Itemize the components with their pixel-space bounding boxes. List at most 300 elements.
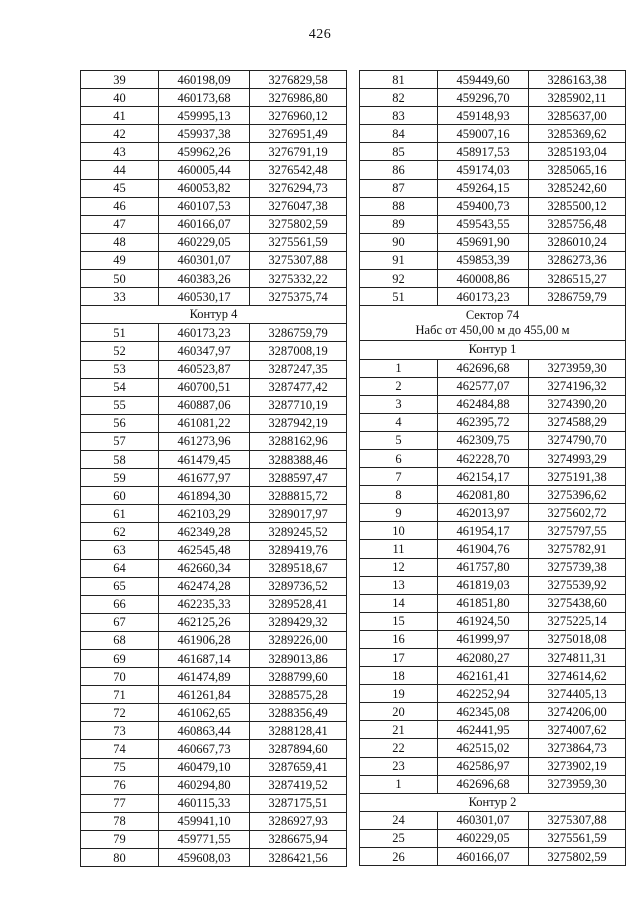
- y-coordinate: 3285500,12: [529, 197, 626, 215]
- y-coordinate: 3288799,60: [250, 668, 347, 686]
- section-header: [360, 306, 626, 341]
- table-row: [81, 107, 347, 125]
- section-header-row: [360, 341, 626, 359]
- section-header-row: [360, 793, 626, 811]
- table-row: [360, 215, 626, 233]
- point-number: 66: [81, 595, 159, 613]
- table-row: [360, 233, 626, 251]
- x-coordinate: 461757,80: [438, 558, 529, 576]
- point-number: 25: [360, 829, 438, 847]
- point-number: 5: [360, 431, 438, 449]
- x-coordinate: 462154,17: [438, 468, 529, 486]
- table-row: [360, 630, 626, 648]
- table-row: [360, 431, 626, 449]
- table-row: [81, 541, 347, 559]
- x-coordinate: 462081,80: [438, 486, 529, 504]
- y-coordinate: 3273864,73: [529, 739, 626, 757]
- table-row: [360, 197, 626, 215]
- y-coordinate: 3275396,62: [529, 486, 626, 504]
- x-coordinate: 460173,68: [159, 89, 250, 107]
- sector-title: Сектор 74: [465, 308, 520, 323]
- section-header-row: [81, 306, 347, 324]
- table-row: [360, 757, 626, 775]
- x-coordinate: 462696,68: [438, 359, 529, 377]
- table-row: [81, 505, 347, 523]
- table-row: [81, 71, 347, 89]
- x-coordinate: 460383,26: [159, 270, 250, 288]
- y-coordinate: 3286273,36: [529, 251, 626, 269]
- table-row: [81, 722, 347, 740]
- table-row: [81, 414, 347, 432]
- table-row: [81, 360, 347, 378]
- point-number: 78: [81, 812, 159, 830]
- table-row: [81, 487, 347, 505]
- table-row: [81, 469, 347, 487]
- x-coordinate: 462441,95: [438, 721, 529, 739]
- point-number: 51: [81, 324, 159, 342]
- y-coordinate: 3275561,59: [529, 829, 626, 847]
- point-number: 79: [81, 830, 159, 848]
- point-number: 70: [81, 668, 159, 686]
- y-coordinate: 3276960,12: [250, 107, 347, 125]
- y-coordinate: 3276047,38: [250, 197, 347, 215]
- x-coordinate: 460107,53: [159, 197, 250, 215]
- y-coordinate: 3285756,48: [529, 215, 626, 233]
- table-row: [360, 739, 626, 757]
- x-coordinate: 459771,55: [159, 830, 250, 848]
- y-coordinate: 3288388,46: [250, 450, 347, 468]
- point-number: 52: [81, 342, 159, 360]
- x-coordinate: 462252,94: [438, 685, 529, 703]
- x-coordinate: 461851,80: [438, 594, 529, 612]
- x-coordinate: 461062,65: [159, 704, 250, 722]
- y-coordinate: 3285637,00: [529, 107, 626, 125]
- x-coordinate: 459962,26: [159, 143, 250, 161]
- x-coordinate: 459608,03: [159, 849, 250, 867]
- x-coordinate: 459691,90: [438, 233, 529, 251]
- table-row: [360, 811, 626, 829]
- point-number: 4: [360, 413, 438, 431]
- point-number: 77: [81, 794, 159, 812]
- x-coordinate: 462545,48: [159, 541, 250, 559]
- y-coordinate: 3286515,27: [529, 270, 626, 288]
- table-row: [81, 830, 347, 848]
- x-coordinate: 459174,03: [438, 161, 529, 179]
- table-row: [360, 649, 626, 667]
- table-row: [360, 486, 626, 504]
- point-number: 58: [81, 450, 159, 468]
- coordinates-table-right: [359, 70, 626, 866]
- y-coordinate: 3276791,19: [250, 143, 347, 161]
- point-number: 44: [81, 161, 159, 179]
- x-coordinate: 460053,82: [159, 179, 250, 197]
- point-number: 40: [81, 89, 159, 107]
- table-row: [360, 848, 626, 866]
- y-coordinate: 3289017,97: [250, 505, 347, 523]
- point-number: 49: [81, 251, 159, 269]
- point-number: 74: [81, 740, 159, 758]
- point-number: 46: [81, 197, 159, 215]
- y-coordinate: 3274811,31: [529, 649, 626, 667]
- x-coordinate: 459543,55: [438, 215, 529, 233]
- y-coordinate: 3289528,41: [250, 595, 347, 613]
- point-number: 54: [81, 378, 159, 396]
- table-row: [360, 71, 626, 89]
- table-row: [360, 143, 626, 161]
- point-number: 17: [360, 649, 438, 667]
- point-number: 68: [81, 631, 159, 649]
- x-coordinate: 460115,33: [159, 794, 250, 812]
- x-coordinate: 460008,86: [438, 270, 529, 288]
- x-coordinate: 460301,07: [159, 251, 250, 269]
- table-row: [81, 342, 347, 360]
- table-row: [81, 288, 347, 306]
- x-coordinate: 462309,75: [438, 431, 529, 449]
- y-coordinate: 3288575,28: [250, 686, 347, 704]
- table-row: [81, 125, 347, 143]
- point-number: 80: [81, 849, 159, 867]
- x-coordinate: 462586,97: [438, 757, 529, 775]
- y-coordinate: 3288128,41: [250, 722, 347, 740]
- table-row: [81, 396, 347, 414]
- y-coordinate: 3287942,19: [250, 414, 347, 432]
- table-row: [360, 377, 626, 395]
- table-row: [360, 413, 626, 431]
- y-coordinate: 3286421,56: [250, 849, 347, 867]
- x-coordinate: 459941,10: [159, 812, 250, 830]
- table-row: [360, 594, 626, 612]
- x-coordinate: 462235,33: [159, 595, 250, 613]
- y-coordinate: 3286010,24: [529, 233, 626, 251]
- y-coordinate: 3276829,58: [250, 71, 347, 89]
- y-coordinate: 3274790,70: [529, 431, 626, 449]
- y-coordinate: 3275802,59: [529, 848, 626, 866]
- table-row: [81, 324, 347, 342]
- point-number: 86: [360, 161, 438, 179]
- point-number: 53: [81, 360, 159, 378]
- x-coordinate: 460523,87: [159, 360, 250, 378]
- x-coordinate: 462080,27: [438, 649, 529, 667]
- x-coordinate: 459007,16: [438, 125, 529, 143]
- y-coordinate: 3274390,20: [529, 395, 626, 413]
- x-coordinate: 459937,38: [159, 125, 250, 143]
- y-coordinate: 3286759,79: [529, 288, 626, 306]
- point-number: 24: [360, 811, 438, 829]
- table-row: [360, 395, 626, 413]
- table-row: [81, 523, 347, 541]
- table-row: [81, 668, 347, 686]
- point-number: 14: [360, 594, 438, 612]
- point-number: 65: [81, 577, 159, 595]
- y-coordinate: 3275438,60: [529, 594, 626, 612]
- y-coordinate: 3287710,19: [250, 396, 347, 414]
- x-coordinate: 459148,93: [438, 107, 529, 125]
- table-row: [81, 270, 347, 288]
- y-coordinate: 3286759,79: [250, 324, 347, 342]
- x-coordinate: 462474,28: [159, 577, 250, 595]
- table-row: [360, 107, 626, 125]
- y-coordinate: 3288597,47: [250, 469, 347, 487]
- y-coordinate: 3288162,96: [250, 432, 347, 450]
- x-coordinate: 460530,17: [159, 288, 250, 306]
- table-row: [81, 812, 347, 830]
- table-row: [360, 685, 626, 703]
- point-number: 7: [360, 468, 438, 486]
- section-header: [81, 306, 347, 324]
- point-number: 90: [360, 233, 438, 251]
- contour-title: Контур 2: [468, 794, 517, 809]
- point-number: 75: [81, 758, 159, 776]
- y-coordinate: 3286675,94: [250, 830, 347, 848]
- x-coordinate: 460479,10: [159, 758, 250, 776]
- point-number: 6: [360, 449, 438, 467]
- table-row: [81, 215, 347, 233]
- point-number: 3: [360, 395, 438, 413]
- point-number: 81: [360, 71, 438, 89]
- x-coordinate: 462161,41: [438, 667, 529, 685]
- table-row: [81, 650, 347, 668]
- point-number: 23: [360, 757, 438, 775]
- x-coordinate: 459296,70: [438, 89, 529, 107]
- point-number: 47: [81, 215, 159, 233]
- x-coordinate: 460667,73: [159, 740, 250, 758]
- y-coordinate: 3275539,92: [529, 576, 626, 594]
- point-number: 55: [81, 396, 159, 414]
- x-coordinate: 462228,70: [438, 449, 529, 467]
- y-coordinate: 3275307,88: [250, 251, 347, 269]
- point-number: 2: [360, 377, 438, 395]
- table-row: [81, 450, 347, 468]
- table-row: [81, 179, 347, 197]
- point-number: 19: [360, 685, 438, 703]
- point-number: 22: [360, 739, 438, 757]
- x-coordinate: 460700,51: [159, 378, 250, 396]
- table-row: [360, 576, 626, 594]
- point-number: 63: [81, 541, 159, 559]
- table-row: [360, 667, 626, 685]
- sector-subtitle: Набс от 450,00 м до 455,00 м: [415, 323, 570, 338]
- x-coordinate: 459449,60: [438, 71, 529, 89]
- x-coordinate: 460229,05: [438, 829, 529, 847]
- y-coordinate: 3274405,13: [529, 685, 626, 703]
- table-row: [360, 359, 626, 377]
- point-number: 56: [81, 414, 159, 432]
- x-coordinate: 461904,76: [438, 540, 529, 558]
- table-row: [360, 270, 626, 288]
- x-coordinate: 461474,89: [159, 668, 250, 686]
- section-header-row: [360, 306, 626, 341]
- x-coordinate: 459995,13: [159, 107, 250, 125]
- y-coordinate: 3274007,62: [529, 721, 626, 739]
- point-number: 1: [360, 359, 438, 377]
- table-row: [360, 251, 626, 269]
- point-number: 13: [360, 576, 438, 594]
- point-number: 92: [360, 270, 438, 288]
- point-number: 61: [81, 505, 159, 523]
- table-row: [81, 559, 347, 577]
- table-row: [81, 577, 347, 595]
- table-row: [360, 179, 626, 197]
- point-number: 33: [81, 288, 159, 306]
- y-coordinate: 3288356,49: [250, 704, 347, 722]
- x-coordinate: 461261,84: [159, 686, 250, 704]
- x-coordinate: 460173,23: [438, 288, 529, 306]
- point-number: 48: [81, 233, 159, 251]
- x-coordinate: 460166,07: [159, 215, 250, 233]
- x-coordinate: 462345,08: [438, 703, 529, 721]
- x-coordinate: 462696,68: [438, 775, 529, 793]
- point-number: 91: [360, 251, 438, 269]
- y-coordinate: 3276542,48: [250, 161, 347, 179]
- point-number: 85: [360, 143, 438, 161]
- contour-title: Контур 1: [468, 342, 517, 357]
- point-number: 62: [81, 523, 159, 541]
- y-coordinate: 3285369,62: [529, 125, 626, 143]
- y-coordinate: 3275797,55: [529, 522, 626, 540]
- x-coordinate: 462013,97: [438, 504, 529, 522]
- y-coordinate: 3285065,16: [529, 161, 626, 179]
- x-coordinate: 461273,96: [159, 432, 250, 450]
- x-coordinate: 461906,28: [159, 631, 250, 649]
- x-coordinate: 462515,02: [438, 739, 529, 757]
- x-coordinate: 460294,80: [159, 776, 250, 794]
- table-row: [81, 233, 347, 251]
- x-coordinate: 462577,07: [438, 377, 529, 395]
- table-row: [81, 143, 347, 161]
- point-number: 83: [360, 107, 438, 125]
- x-coordinate: 460198,09: [159, 71, 250, 89]
- y-coordinate: 3276951,49: [250, 125, 347, 143]
- table-row: [360, 89, 626, 107]
- point-number: 67: [81, 613, 159, 631]
- x-coordinate: 461894,30: [159, 487, 250, 505]
- point-number: 1: [360, 775, 438, 793]
- table-row: [360, 703, 626, 721]
- table-row: [81, 89, 347, 107]
- y-coordinate: 3275225,14: [529, 612, 626, 630]
- table-row: [81, 631, 347, 649]
- section-header: [360, 341, 626, 359]
- table-row: [81, 613, 347, 631]
- point-number: 43: [81, 143, 159, 161]
- x-coordinate: 460166,07: [438, 848, 529, 866]
- y-coordinate: 3274206,00: [529, 703, 626, 721]
- y-coordinate: 3287175,51: [250, 794, 347, 812]
- point-number: 84: [360, 125, 438, 143]
- table-row: [360, 612, 626, 630]
- point-number: 11: [360, 540, 438, 558]
- table-row: [360, 468, 626, 486]
- y-coordinate: 3285242,60: [529, 179, 626, 197]
- table-row: [360, 558, 626, 576]
- y-coordinate: 3273959,30: [529, 359, 626, 377]
- y-coordinate: 3289429,32: [250, 613, 347, 631]
- point-number: 12: [360, 558, 438, 576]
- table-row: [360, 288, 626, 306]
- y-coordinate: 3287659,41: [250, 758, 347, 776]
- x-coordinate: 460863,44: [159, 722, 250, 740]
- table-row: [360, 504, 626, 522]
- point-number: 20: [360, 703, 438, 721]
- y-coordinate: 3275307,88: [529, 811, 626, 829]
- x-coordinate: 460887,06: [159, 396, 250, 414]
- x-coordinate: 462103,29: [159, 505, 250, 523]
- point-number: 72: [81, 704, 159, 722]
- point-number: 59: [81, 469, 159, 487]
- y-coordinate: 3274614,62: [529, 667, 626, 685]
- point-number: 21: [360, 721, 438, 739]
- y-coordinate: 3275018,08: [529, 630, 626, 648]
- point-number: 60: [81, 487, 159, 505]
- y-coordinate: 3289013,86: [250, 650, 347, 668]
- point-number: 39: [81, 71, 159, 89]
- y-coordinate: 3275332,22: [250, 270, 347, 288]
- point-number: 10: [360, 522, 438, 540]
- y-coordinate: 3287008,19: [250, 342, 347, 360]
- x-coordinate: 461924,50: [438, 612, 529, 630]
- x-coordinate: 462125,26: [159, 613, 250, 631]
- x-coordinate: 460173,23: [159, 324, 250, 342]
- point-number: 50: [81, 270, 159, 288]
- y-coordinate: 3285902,11: [529, 89, 626, 107]
- x-coordinate: 460347,97: [159, 342, 250, 360]
- point-number: 51: [360, 288, 438, 306]
- y-coordinate: 3275191,38: [529, 468, 626, 486]
- y-coordinate: 3289518,67: [250, 559, 347, 577]
- x-coordinate: 461954,17: [438, 522, 529, 540]
- x-coordinate: 461819,03: [438, 576, 529, 594]
- point-number: 45: [81, 179, 159, 197]
- y-coordinate: 3289419,76: [250, 541, 347, 559]
- point-number: 71: [81, 686, 159, 704]
- point-number: 64: [81, 559, 159, 577]
- point-number: 57: [81, 432, 159, 450]
- y-coordinate: 3275375,74: [250, 288, 347, 306]
- x-coordinate: 461081,22: [159, 414, 250, 432]
- y-coordinate: 3275561,59: [250, 233, 347, 251]
- x-coordinate: 461687,14: [159, 650, 250, 668]
- point-number: 18: [360, 667, 438, 685]
- y-coordinate: 3273959,30: [529, 775, 626, 793]
- table-row: [81, 432, 347, 450]
- y-coordinate: 3287247,35: [250, 360, 347, 378]
- table-row: [81, 794, 347, 812]
- point-number: 88: [360, 197, 438, 215]
- y-coordinate: 3274993,29: [529, 449, 626, 467]
- table-row: [81, 704, 347, 722]
- coordinates-table-left: [80, 70, 347, 867]
- point-number: 76: [81, 776, 159, 794]
- x-coordinate: 461479,45: [159, 450, 250, 468]
- x-coordinate: 462660,34: [159, 559, 250, 577]
- table-row: [81, 378, 347, 396]
- y-coordinate: 3276294,73: [250, 179, 347, 197]
- contour-title: Контур 4: [189, 307, 238, 322]
- table-row: [360, 449, 626, 467]
- table-row: [81, 849, 347, 867]
- y-coordinate: 3276986,80: [250, 89, 347, 107]
- x-coordinate: 461677,97: [159, 469, 250, 487]
- table-row: [360, 721, 626, 739]
- point-number: 87: [360, 179, 438, 197]
- point-number: 26: [360, 848, 438, 866]
- table-row: [81, 686, 347, 704]
- point-number: 41: [81, 107, 159, 125]
- table-row: [81, 776, 347, 794]
- point-number: 16: [360, 630, 438, 648]
- y-coordinate: 3275739,38: [529, 558, 626, 576]
- y-coordinate: 3274196,32: [529, 377, 626, 395]
